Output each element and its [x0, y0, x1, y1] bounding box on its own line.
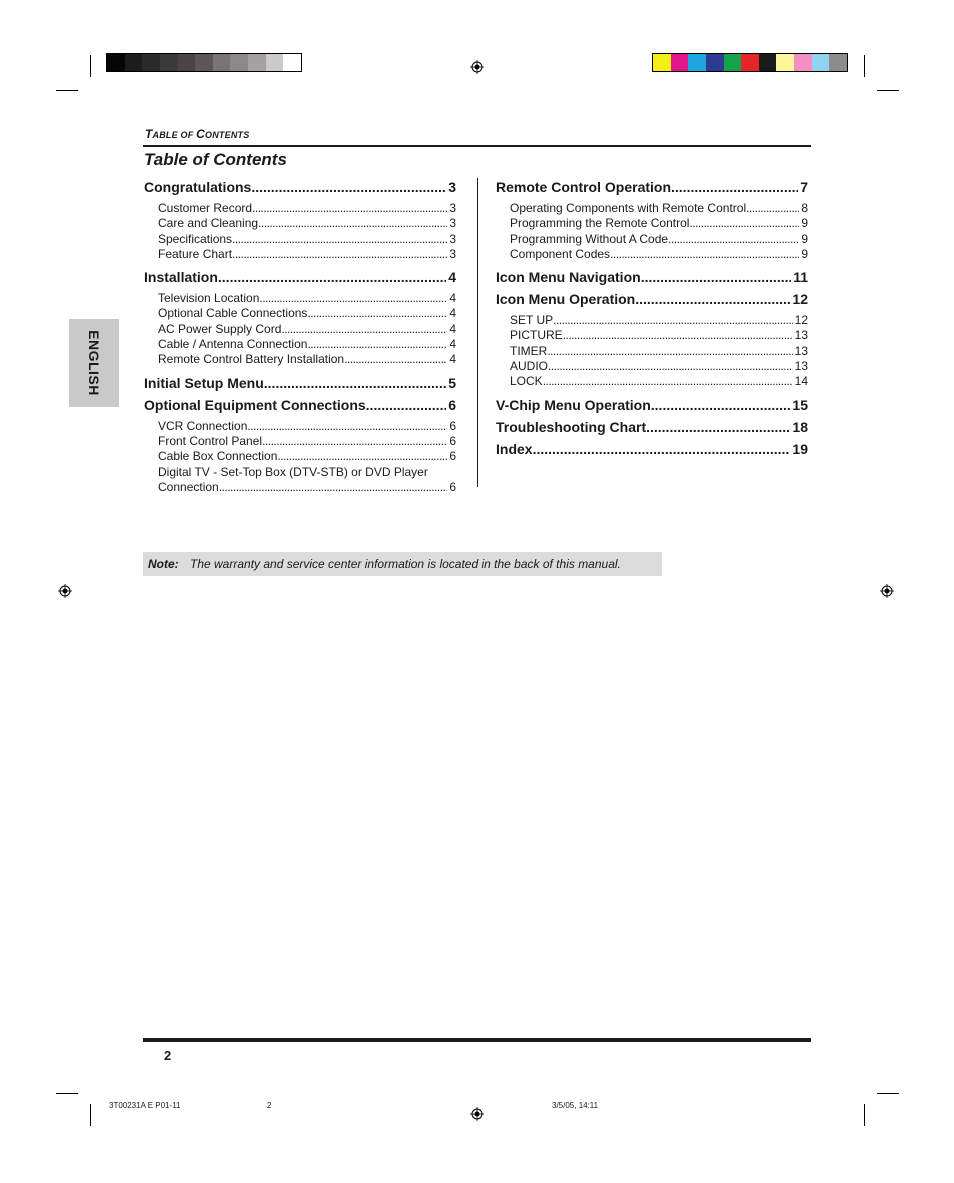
color-swatch: [230, 54, 248, 71]
color-swatch: [142, 54, 160, 71]
toc-subentry[interactable]: PICTURE ..... 13: [496, 328, 808, 343]
note-label: Note:: [148, 557, 179, 571]
toc-subentry-wrapped-line[interactable]: Digital TV - Set-Top Box (DTV-STB) or DVD Player: [158, 464, 428, 479]
toc-subentry[interactable]: SET UP ..... 12: [496, 313, 808, 328]
color-swatch: [794, 54, 812, 71]
color-swatch: [829, 54, 847, 71]
page-number: 2: [164, 1048, 172, 1063]
toc-entry-troubleshooting[interactable]: Troubleshooting Chart ..... 18: [496, 416, 808, 438]
color-calibration-bar: [652, 53, 848, 72]
color-swatch: [283, 54, 301, 71]
registration-mark-icon: [58, 584, 72, 598]
color-swatch: [213, 54, 231, 71]
slug-date: 3/5/05, 14:11: [552, 1101, 599, 1110]
toc-subentry[interactable]: Specifications ..... 3: [144, 232, 456, 247]
toc-subentry[interactable]: Front Control Panel ..... 6: [144, 434, 456, 449]
color-swatch: [653, 54, 671, 71]
color-swatch: [741, 54, 759, 71]
toc-subentry[interactable]: AC Power Supply Cord ..... 4: [144, 322, 456, 337]
toc-subentry[interactable]: VCR Connection ..... 6: [144, 419, 456, 434]
toc-subentry[interactable]: Care and Cleaning ..... 3: [144, 216, 456, 231]
toc-entry-icon-navigation[interactable]: Icon Menu Navigation ..... 11: [496, 266, 808, 288]
toc-subentry[interactable]: Optional Cable Connections ..... 4: [144, 306, 456, 321]
toc-entry-initial-setup[interactable]: Initial Setup Menu ..... 5: [144, 372, 456, 394]
toc-subentry[interactable]: AUDIO ..... 13: [496, 359, 808, 374]
color-swatch: [706, 54, 724, 71]
toc-subentry[interactable]: Television Location ..... 4: [144, 291, 456, 306]
color-swatch: [195, 54, 213, 71]
color-swatch: [812, 54, 830, 71]
color-swatch: [724, 54, 742, 71]
color-swatch: [688, 54, 706, 71]
toc-subentry[interactable]: TIMER ..... 13: [496, 344, 808, 359]
note-text: The warranty and service center information is located in the back of this manual.: [190, 557, 621, 571]
toc-right-column: [496, 176, 808, 460]
color-swatch: [107, 54, 125, 71]
toc-subentry[interactable]: Programming Without A Code ..... 9: [496, 232, 808, 247]
toc-subentry[interactable]: Operating Components with Remote Control ..... 8: [496, 201, 808, 216]
header-rule: [143, 145, 811, 147]
language-tab: [69, 319, 119, 407]
toc-entry-vchip[interactable]: V-Chip Menu Operation ..... 15: [496, 394, 808, 416]
toc-subentry[interactable]: Cable / Antenna Connection ..... 4: [144, 337, 456, 352]
color-swatch: [776, 54, 794, 71]
page-title: Table of Contents: [144, 150, 287, 169]
toc-subentry[interactable]: Component Codes ..... 9: [496, 247, 808, 262]
color-swatch: [671, 54, 689, 71]
toc-subentry[interactable]: Connection ..... 6: [144, 480, 456, 495]
toc-subentry[interactable]: Programming the Remote Control ..... 9: [496, 216, 808, 231]
color-swatch: [160, 54, 178, 71]
toc-subentry[interactable]: Customer Record ..... 3: [144, 201, 456, 216]
toc-subentry[interactable]: Feature Chart ..... 3: [144, 247, 456, 262]
warranty-note: [143, 552, 662, 576]
toc-entry-installation[interactable]: Installation ..... 4: [144, 266, 456, 288]
gray-calibration-bar: [106, 53, 302, 72]
toc-left-column: [144, 176, 456, 495]
registration-mark-icon: [470, 60, 484, 74]
running-head: TABLE OF CONTENTS: [145, 127, 250, 141]
toc-subentry[interactable]: Remote Control Battery Installation ..... 4: [144, 352, 456, 367]
column-divider: [477, 178, 478, 487]
registration-mark-icon: [470, 1107, 484, 1121]
toc-entry-congratulations[interactable]: Congratulations ..... 3: [144, 176, 456, 198]
color-swatch: [266, 54, 284, 71]
slug-page: 2: [267, 1101, 272, 1110]
color-swatch: [178, 54, 196, 71]
footer-rule: [143, 1038, 811, 1042]
toc-subentry[interactable]: Cable Box Connection ..... 6: [144, 449, 456, 464]
toc-entry-optional-equipment[interactable]: Optional Equipment Connections ..... 6: [144, 394, 456, 416]
language-tab-label: ENGLISH: [86, 330, 102, 396]
toc-subentry[interactable]: LOCK ..... 14: [496, 374, 808, 389]
slug-file: 3T00231A E P01-11: [109, 1101, 181, 1110]
registration-mark-icon: [880, 584, 894, 598]
toc-entry-icon-operation[interactable]: Icon Menu Operation ..... 12: [496, 288, 808, 310]
color-swatch: [759, 54, 777, 71]
color-swatch: [248, 54, 266, 71]
toc-entry-index[interactable]: Index ..... 19: [496, 438, 808, 460]
toc-entry-remote-operation[interactable]: Remote Control Operation ..... 7: [496, 176, 808, 198]
color-swatch: [125, 54, 143, 71]
